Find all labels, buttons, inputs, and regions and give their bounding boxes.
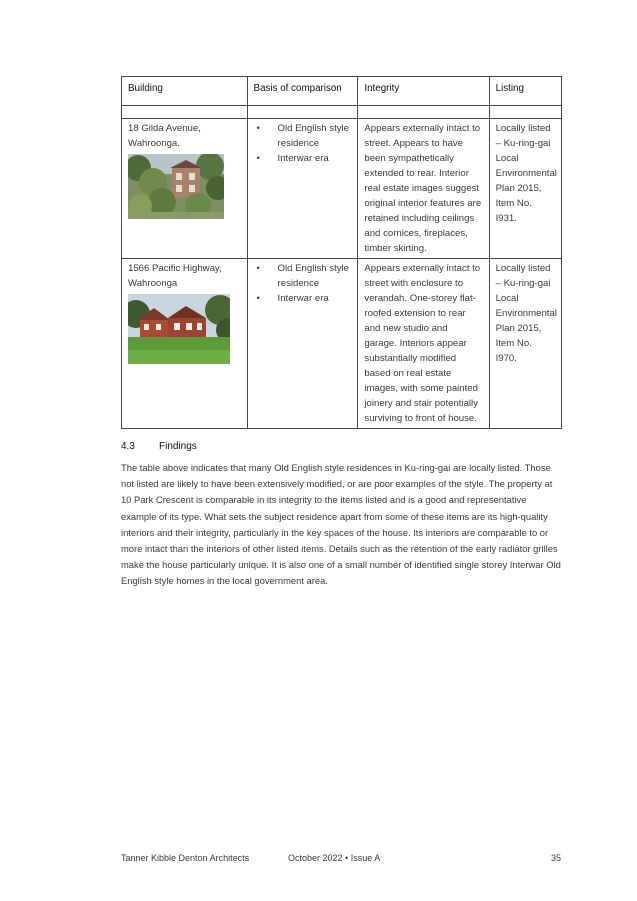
section-title: Findings xyxy=(159,441,197,452)
list-item: • Interwar era xyxy=(254,291,352,306)
header-building: Building xyxy=(122,77,248,106)
basis-cell xyxy=(247,259,358,429)
comparison-table xyxy=(121,76,562,429)
page-number: 35 xyxy=(551,853,562,863)
table-row xyxy=(122,119,562,259)
header-listing: Listing xyxy=(489,77,561,106)
footer-date-issue: October 2022 • Issue A xyxy=(288,853,381,863)
listing-cell: Locally listed – Ku-ring-gai Local Environmental Plan 2015, Item No. I970. xyxy=(489,259,561,429)
section-number: 4.3 xyxy=(121,441,135,452)
integrity-cell: Appears externally intact to street with enclosure to verandah. One-storey flat-roofed extension to rear and new studio and garage. Interiors appear substantially modified based on real estate images, with some painted joinery and stair potentially surviving to front of house. xyxy=(358,259,489,429)
building-cell xyxy=(122,119,248,259)
list-item: • Interwar era xyxy=(254,151,352,166)
section-heading xyxy=(121,441,197,452)
list-item: • Old English style residence xyxy=(254,121,352,151)
basis-cell xyxy=(247,119,358,259)
table-header-row xyxy=(122,77,562,106)
footer-company: Tanner Kibble Denton Architects xyxy=(121,853,250,863)
building-cell xyxy=(122,259,248,429)
building-photo-pacific-highway xyxy=(128,294,230,364)
header-basis: Basis of comparison xyxy=(247,77,358,106)
integrity-cell: Appears externally intact to street. Appears to have been sympathetically extended to rear. Interior real estate images suggest original interior features are retained including ceilings and cornices, fireplaces, timber skirting. xyxy=(358,119,489,259)
table-row xyxy=(122,259,562,429)
building-address: 1566 Pacific Highway, Wahroonga xyxy=(128,263,222,289)
listing-cell: Locally listed – Ku-ring-gai Local Environmental Plan 2015, Item No. I931. xyxy=(489,119,561,259)
building-photo-gilda-avenue xyxy=(128,154,224,219)
header-integrity: Integrity xyxy=(358,77,489,106)
basis-list xyxy=(254,121,352,166)
building-address: 18 Gilda Avenue, Wahroonga. xyxy=(128,123,201,149)
basis-list xyxy=(254,261,352,306)
list-item: • Old English style residence xyxy=(254,261,352,291)
findings-paragraph: The table above indicates that many Old English style residences in Ku-ring-gai are locally listed. Those not listed are likely to have been extensively modified, or are poor examples of the style. The property at 10 Park Crescent is comparable in its integrity to the items listed and is a good and representative example of its type. What sets the subject residence apart from some of these items are its high-quality interiors and their integrity, particularly in the key spaces of the house. Its interiors are comparable to or more intact than the interiors of other listed items. Details such as the retention of the early radiator grilles make the house particularly unique. It is also one of a small number of identified single storey Interwar Old English style homes in the local government area. xyxy=(121,462,561,587)
table-spacer xyxy=(122,106,562,119)
